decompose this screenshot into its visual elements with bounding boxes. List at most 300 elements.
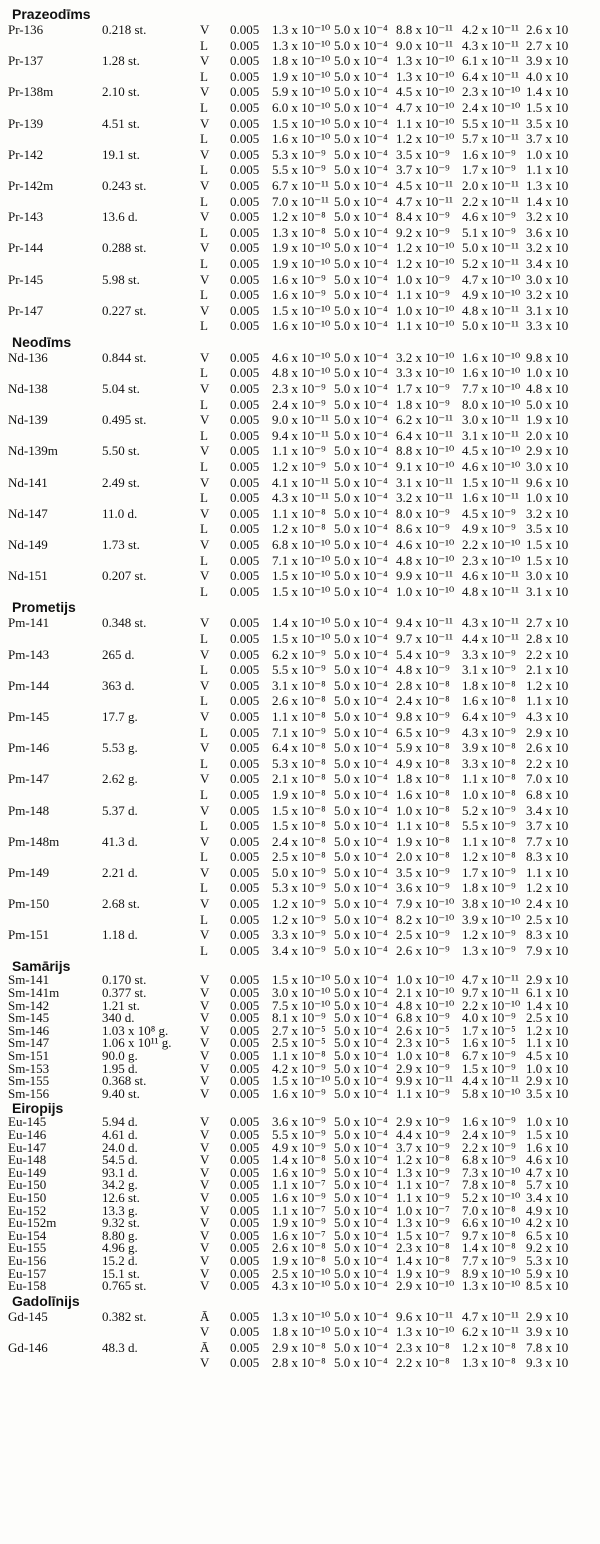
value-col-5: 3.1 x 10: [526, 302, 569, 318]
value-col-4: 2.2 x 10⁻⁹: [462, 1139, 516, 1155]
value-col-4: 9.7 x 10⁻⁸: [462, 1227, 516, 1243]
value-col-3: 1.1 x 10⁻⁹: [396, 1085, 450, 1101]
value-col-4: 1.0 x 10⁻⁸: [462, 786, 516, 802]
value-col-1: 1.2 x 10⁻⁹: [272, 896, 326, 912]
table-row: [4, 100, 600, 116]
isotope-entry: [4, 209, 600, 240]
absorption-class: V: [200, 1060, 210, 1076]
element-heading: Gadolīnijs: [12, 1292, 80, 1309]
f1-value: 0.005: [230, 615, 260, 631]
value-col-4: 1.2 x 10⁻⁸: [462, 849, 516, 865]
value-col-4: 4.6 x 10⁻¹¹: [462, 568, 519, 584]
table-row: [4, 178, 600, 194]
value-col-2: 5.0 x 10⁻⁴: [334, 427, 388, 443]
value-col-1: 5.5 x 10⁻⁹: [272, 1126, 326, 1142]
value-col-1: 1.2 x 10⁻⁸: [272, 209, 326, 225]
value-col-1: 6.0 x 10⁻¹⁰: [272, 99, 331, 115]
f1-value: 0.005: [230, 771, 260, 787]
value-col-3: 3.2 x 10⁻¹¹: [396, 490, 453, 506]
f1-value: 0.005: [230, 1278, 260, 1294]
value-col-3: 6.5 x 10⁻⁹: [396, 724, 450, 740]
isotope-name: Gd-146: [8, 1339, 48, 1355]
value-col-4: 1.6 x 10⁻⁸: [462, 693, 516, 709]
value-col-2: 5.0 x 10⁻⁴: [334, 771, 388, 787]
value-col-1: 5.5 x 10⁻⁹: [272, 162, 326, 178]
table-row: [4, 1340, 600, 1356]
isotope-name: Pr-143: [8, 209, 44, 225]
half-life: 0.243 st.: [102, 177, 147, 193]
f1-value: 0.005: [230, 68, 260, 84]
absorption-class: V: [200, 568, 210, 584]
isotope-name: Pr-137: [8, 53, 44, 69]
absorption-class: L: [200, 37, 208, 53]
table-row: [4, 194, 600, 210]
half-life: 2.68 st.: [102, 896, 140, 912]
table-row: [4, 397, 600, 413]
isotope-name: Pm-143: [8, 646, 50, 662]
table-row: [4, 506, 600, 522]
value-col-4: 5.0 x 10⁻¹¹: [462, 240, 519, 256]
value-col-1: 1.1 x 10⁻⁸: [272, 505, 326, 521]
value-col-2: 5.0 x 10⁻⁴: [334, 1189, 388, 1205]
value-col-3: 4.5 x 10⁻¹⁰: [396, 84, 455, 100]
table-row: [4, 381, 600, 397]
value-col-3: 1.3 x 10⁻¹⁰: [396, 68, 455, 84]
absorption-class: V: [200, 1035, 210, 1051]
value-col-3: 1.3 x 10⁻¹⁰: [396, 1324, 455, 1340]
value-col-4: 7.3 x 10⁻¹⁰: [462, 1164, 521, 1180]
absorption-class: V: [200, 240, 210, 256]
value-col-2: 5.0 x 10⁻⁴: [334, 1114, 388, 1130]
value-col-3: 3.7 x 10⁻⁹: [396, 1139, 450, 1155]
half-life: 13.3 g.: [102, 1202, 138, 1218]
absorption-class: V: [200, 1240, 210, 1256]
value-col-3: 1.1 x 10⁻⁹: [396, 287, 450, 303]
value-col-2: 5.0 x 10⁻⁴: [334, 443, 388, 459]
value-col-5: 1.1 x 10: [526, 1035, 569, 1051]
value-col-5: 1.0 x 10: [526, 490, 569, 506]
value-col-5: 2.9 x 10: [526, 1308, 569, 1324]
value-col-4: 8.9 x 10⁻¹⁰: [462, 1265, 521, 1281]
absorption-class: V: [200, 1152, 210, 1168]
value-col-3: 2.9 x 10⁻⁹: [396, 1060, 450, 1076]
value-col-1: 1.6 x 10⁻¹⁰: [272, 131, 331, 147]
value-col-2: 5.0 x 10⁻⁴: [334, 37, 388, 53]
absorption-class: V: [200, 997, 210, 1013]
f1-value: 0.005: [230, 53, 260, 69]
table-row: [4, 240, 600, 256]
value-col-4: 1.8 x 10⁻⁹: [462, 880, 516, 896]
value-col-1: 1.3 x 10⁻¹⁰: [272, 37, 331, 53]
isotope-name: Pm-146: [8, 740, 50, 756]
value-col-2: 5.0 x 10⁻⁴: [334, 1060, 388, 1076]
absorption-class: L: [200, 942, 208, 958]
isotope-entry: [4, 350, 600, 381]
value-col-2: 5.0 x 10⁻⁴: [334, 193, 388, 209]
value-col-2: 5.0 x 10⁻⁴: [334, 53, 388, 69]
value-col-3: 9.0 x 10⁻¹¹: [396, 37, 453, 53]
value-col-5: 3.4 x 10: [526, 802, 569, 818]
f1-value: 0.005: [230, 162, 260, 178]
value-col-1: 2.6 x 10⁻⁸: [272, 693, 326, 709]
value-col-1: 1.3 x 10⁻¹⁰: [272, 22, 331, 37]
table-row: [4, 709, 600, 725]
value-col-5: 2.5 x 10: [526, 1010, 569, 1026]
f1-value: 0.005: [230, 662, 260, 678]
absorption-class: V: [200, 1085, 210, 1101]
half-life: 340 d.: [102, 1010, 135, 1026]
half-life: 48.3 d.: [102, 1339, 138, 1355]
f1-value: 0.005: [230, 552, 260, 568]
value-col-4: 7.0 x 10⁻⁸: [462, 1202, 516, 1218]
value-col-5: 1.2 x 10: [526, 677, 569, 693]
value-col-3: 1.2 x 10⁻⁸: [396, 1152, 450, 1168]
value-col-1: 1.6 x 10⁻⁷: [272, 1227, 326, 1243]
isotope-name: Sm-156: [8, 1085, 50, 1101]
absorption-class: L: [200, 162, 208, 178]
value-col-1: 2.5 x 10⁻¹⁰: [272, 1265, 331, 1281]
absorption-class: L: [200, 849, 208, 865]
f1-value: 0.005: [230, 911, 260, 927]
value-col-3: 1.0 x 10⁻¹⁰: [396, 583, 455, 599]
f1-value: 0.005: [230, 209, 260, 225]
half-life: 17.7 g.: [102, 708, 138, 724]
absorption-class: L: [200, 318, 208, 334]
half-life: 2.10 st.: [102, 84, 140, 100]
value-col-1: 7.5 x 10⁻¹⁰: [272, 997, 331, 1013]
value-col-2: 5.0 x 10⁻⁴: [334, 1308, 388, 1324]
half-life: 0.377 st.: [102, 985, 147, 1001]
value-col-3: 1.1 x 10⁻⁸: [396, 818, 450, 834]
value-col-4: 2.3 x 10⁻¹⁰: [462, 552, 521, 568]
value-col-4: 3.3 x 10⁻⁸: [462, 755, 516, 771]
value-col-1: 1.1 x 10⁻⁷: [272, 1202, 326, 1218]
half-life: 0.218 st.: [102, 22, 147, 37]
value-col-2: 5.0 x 10⁻⁴: [334, 287, 388, 303]
table-row: [4, 318, 600, 334]
half-life: 0.765 st.: [102, 1278, 147, 1294]
value-col-5: 4.9 x 10: [526, 1202, 569, 1218]
value-col-5: 4.2 x 10: [526, 1215, 569, 1231]
value-col-5: 5.3 x 10: [526, 1252, 569, 1268]
value-col-5: 3.2 x 10: [526, 505, 569, 521]
f1-value: 0.005: [230, 724, 260, 740]
value-col-5: 4.7 x 10: [526, 1164, 569, 1180]
value-col-3: 4.8 x 10⁻⁹: [396, 662, 450, 678]
value-col-5: 1.4 x 10: [526, 997, 569, 1013]
value-col-5: 1.2 x 10: [526, 880, 569, 896]
value-col-1: 1.5 x 10⁻¹⁰: [272, 583, 331, 599]
table-row: [4, 162, 600, 178]
value-col-1: 2.4 x 10⁻⁹: [272, 396, 326, 412]
value-col-3: 4.6 x 10⁻¹⁰: [396, 537, 455, 552]
isotope-entry: [4, 865, 600, 896]
table-row: [4, 880, 600, 896]
value-col-5: 1.2 x 10: [526, 1022, 569, 1038]
value-col-1: 5.3 x 10⁻⁸: [272, 755, 326, 771]
f1-value: 0.005: [230, 22, 260, 37]
value-col-2: 5.0 x 10⁻⁴: [334, 84, 388, 100]
value-col-2: 5.0 x 10⁻⁴: [334, 1355, 388, 1371]
value-col-5: 1.3 x 10: [526, 177, 569, 193]
value-col-4: 6.2 x 10⁻¹¹: [462, 1324, 519, 1340]
value-col-4: 2.4 x 10⁻¹⁰: [462, 99, 521, 115]
half-life: 8.80 g.: [102, 1227, 138, 1243]
value-col-5: 3.0 x 10: [526, 271, 569, 287]
value-col-4: 1.7 x 10⁻⁹: [462, 162, 516, 178]
value-col-5: 3.4 x 10: [526, 1189, 569, 1205]
value-col-5: 3.2 x 10: [526, 240, 569, 256]
value-col-1: 6.4 x 10⁻⁸: [272, 740, 326, 756]
value-col-5: 1.5 x 10: [526, 537, 569, 552]
half-life: 19.1 st.: [102, 146, 140, 162]
isotope-entry: [4, 53, 600, 84]
table-row: [4, 1324, 600, 1340]
table-row: [4, 428, 600, 444]
value-col-1: 6.7 x 10⁻¹¹: [272, 177, 329, 193]
table-row: [4, 365, 600, 381]
f1-value: 0.005: [230, 1164, 260, 1180]
value-col-5: 8.5 x 10: [526, 1278, 569, 1294]
element-heading: Neodīms: [12, 333, 72, 350]
value-col-5: 3.5 x 10: [526, 521, 569, 537]
absorption-class: L: [200, 68, 208, 84]
absorption-class: V: [200, 1265, 210, 1281]
table-row: [4, 521, 600, 537]
value-col-5: 1.6 x 10: [526, 1139, 569, 1155]
value-col-3: 5.4 x 10⁻⁹: [396, 646, 450, 662]
value-col-3: 4.8 x 10⁻¹⁰: [396, 997, 455, 1013]
value-col-1: 3.0 x 10⁻¹⁰: [272, 985, 331, 1001]
half-life: 4.61 d.: [102, 1126, 138, 1142]
value-col-2: 5.0 x 10⁻⁴: [334, 818, 388, 834]
half-life: 0.288 st.: [102, 240, 147, 256]
value-col-4: 4.6 x 10⁻⁹: [462, 209, 516, 225]
value-col-5: 6.5 x 10: [526, 1227, 569, 1243]
isotope-entry: [4, 84, 600, 115]
value-col-3: 8.4 x 10⁻⁹: [396, 209, 450, 225]
half-life: 15.1 st.: [102, 1265, 140, 1281]
table-row: [4, 412, 600, 428]
isotope-name: Eu-158: [8, 1278, 47, 1294]
half-life: 5.98 st.: [102, 271, 140, 287]
table-row: [4, 147, 600, 163]
isotope-name: Eu-156: [8, 1252, 47, 1268]
absorption-class: V: [200, 1227, 210, 1243]
value-col-1: 3.3 x 10⁻⁹: [272, 927, 326, 943]
value-col-2: 5.0 x 10⁻⁴: [334, 786, 388, 802]
absorption-class: V: [200, 740, 210, 756]
absorption-class: V: [200, 84, 210, 100]
half-life: 1.28 st.: [102, 53, 140, 69]
f1-value: 0.005: [230, 1252, 260, 1268]
isotope-entry: [4, 147, 600, 178]
value-col-4: 2.0 x 10⁻¹¹: [462, 177, 519, 193]
absorption-class: L: [200, 911, 208, 927]
f1-value: 0.005: [230, 972, 260, 988]
element-heading: Prometijs: [12, 599, 76, 616]
value-col-5: 2.9 x 10: [526, 724, 569, 740]
value-col-3: 3.5 x 10⁻⁹: [396, 864, 450, 880]
value-col-5: 2.2 x 10: [526, 755, 569, 771]
value-col-1: 7.1 x 10⁻⁹: [272, 724, 326, 740]
value-col-3: 1.9 x 10⁻⁹: [396, 1265, 450, 1281]
half-life: 90.0 g.: [102, 1048, 138, 1063]
value-col-4: 4.3 x 10⁻⁹: [462, 724, 516, 740]
absorption-class: V: [200, 412, 210, 428]
absorption-class: V: [200, 1324, 210, 1340]
f1-value: 0.005: [230, 1189, 260, 1205]
value-col-5: 1.1 x 10: [526, 864, 569, 880]
value-col-1: 4.8 x 10⁻¹⁰: [272, 365, 331, 381]
value-col-3: 9.7 x 10⁻¹¹: [396, 630, 453, 646]
half-life: 1.21 st.: [102, 997, 140, 1013]
value-col-4: 9.7 x 10⁻¹¹: [462, 985, 519, 1001]
absorption-class: V: [200, 271, 210, 287]
isotope-name: Nd-139m: [8, 443, 58, 459]
table-row: [4, 849, 600, 865]
absorption-class: L: [200, 818, 208, 834]
f1-value: 0.005: [230, 224, 260, 240]
value-col-4: 1.7 x 10⁻⁹: [462, 864, 516, 880]
value-col-1: 1.6 x 10⁻¹⁰: [272, 318, 331, 334]
value-col-4: 7.7 x 10⁻¹⁰: [462, 381, 521, 397]
value-col-3: 3.1 x 10⁻¹¹: [396, 474, 453, 490]
value-col-3: 1.3 x 10⁻¹⁰: [396, 53, 455, 69]
isotope-entry: [4, 568, 600, 599]
value-col-5: 6.1 x 10: [526, 985, 569, 1001]
value-col-2: 5.0 x 10⁻⁴: [334, 490, 388, 506]
isotope-name: Sm-151: [8, 1048, 50, 1063]
value-col-1: 1.5 x 10⁻⁸: [272, 818, 326, 834]
value-col-1: 8.1 x 10⁻⁹: [272, 1010, 326, 1026]
value-col-2: 5.0 x 10⁻⁴: [334, 693, 388, 709]
half-life: 54.5 d.: [102, 1152, 138, 1168]
value-col-5: 3.5 x 10: [526, 115, 569, 131]
table-row: [4, 943, 600, 959]
half-life: 41.3 d.: [102, 833, 138, 849]
table-row: [4, 1085, 600, 1101]
absorption-class: V: [200, 53, 210, 69]
f1-value: 0.005: [230, 537, 260, 552]
value-col-2: 5.0 x 10⁻⁴: [334, 302, 388, 318]
isotope-name: Pr-147: [8, 302, 44, 318]
value-col-4: 5.1 x 10⁻⁹: [462, 224, 516, 240]
element-heading: Samārijs: [12, 958, 71, 975]
f1-value: 0.005: [230, 864, 260, 880]
value-col-4: 5.5 x 10⁻⁹: [462, 818, 516, 834]
absorption-class: Ā: [200, 1308, 210, 1324]
value-col-1: 1.2 x 10⁻⁹: [272, 459, 326, 475]
value-col-2: 5.0 x 10⁻⁴: [334, 240, 388, 256]
value-col-2: 5.0 x 10⁻⁴: [334, 1035, 388, 1051]
value-col-4: 1.3 x 10⁻¹⁰: [462, 1278, 521, 1294]
table-row: [4, 1309, 600, 1325]
absorption-class: V: [200, 1164, 210, 1180]
table-row: [4, 459, 600, 475]
value-col-5: 9.3 x 10: [526, 1355, 569, 1371]
isotope-entry: [4, 303, 600, 334]
value-col-4: 4.9 x 10⁻¹⁰: [462, 287, 521, 303]
f1-value: 0.005: [230, 177, 260, 193]
value-col-2: 5.0 x 10⁻⁴: [334, 630, 388, 646]
value-col-2: 5.0 x 10⁻⁴: [334, 708, 388, 724]
table-row: [4, 350, 600, 366]
value-col-3: 4.7 x 10⁻¹⁰: [396, 99, 455, 115]
table-row: [4, 678, 600, 694]
value-col-3: 3.7 x 10⁻⁹: [396, 162, 450, 178]
value-col-4: 6.6 x 10⁻¹⁰: [462, 1215, 521, 1231]
isotope-entry: [4, 475, 600, 506]
absorption-class: V: [200, 1252, 210, 1268]
value-col-4: 6.4 x 10⁻⁹: [462, 708, 516, 724]
absorption-class: V: [200, 1278, 210, 1294]
isotope-name: Eu-150: [8, 1177, 47, 1193]
value-col-2: 5.0 x 10⁻⁴: [334, 115, 388, 131]
value-col-2: 5.0 x 10⁻⁴: [334, 1339, 388, 1355]
absorption-class: V: [200, 505, 210, 521]
table-row: [4, 53, 600, 69]
absorption-class: V: [200, 1189, 210, 1205]
f1-value: 0.005: [230, 255, 260, 271]
isotope-name: Eu-157: [8, 1265, 47, 1281]
value-col-4: 4.4 x 10⁻¹¹: [462, 630, 519, 646]
half-life: 34.2 g.: [102, 1177, 138, 1193]
value-col-2: 5.0 x 10⁻⁴: [334, 1252, 388, 1268]
value-col-1: 2.8 x 10⁻⁸: [272, 1355, 326, 1371]
value-col-3: 3.3 x 10⁻¹⁰: [396, 365, 455, 381]
f1-value: 0.005: [230, 474, 260, 490]
value-col-3: 1.1 x 10⁻⁹: [396, 1189, 450, 1205]
value-col-4: 4.5 x 10⁻¹⁰: [462, 443, 521, 459]
value-col-1: 1.9 x 10⁻⁸: [272, 1252, 326, 1268]
value-col-4: 4.3 x 10⁻¹¹: [462, 615, 519, 631]
table-row: [4, 1280, 600, 1293]
f1-value: 0.005: [230, 1073, 260, 1089]
value-col-3: 2.6 x 10⁻⁵: [396, 1022, 450, 1038]
value-col-1: 1.8 x 10⁻¹⁰: [272, 53, 331, 69]
absorption-class: V: [200, 1202, 210, 1218]
value-col-1: 5.3 x 10⁻⁹: [272, 146, 326, 162]
table-row: [4, 131, 600, 147]
value-col-1: 9.0 x 10⁻¹¹: [272, 412, 329, 428]
half-life: 5.53 g.: [102, 740, 138, 756]
value-col-1: 1.4 x 10⁻¹⁰: [272, 615, 331, 631]
value-col-4: 5.2 x 10⁻¹⁰: [462, 1189, 521, 1205]
value-col-4: 4.6 x 10⁻¹⁰: [462, 459, 521, 475]
value-col-3: 2.0 x 10⁻⁸: [396, 849, 450, 865]
isotope-entry: [4, 1085, 600, 1101]
isotope-name: Nd-147: [8, 505, 48, 521]
isotope-name: Sm-141m: [8, 985, 60, 1001]
table-row: [4, 84, 600, 100]
half-life: 9.40 st.: [102, 1085, 140, 1101]
value-col-3: 2.6 x 10⁻⁹: [396, 942, 450, 958]
value-col-2: 5.0 x 10⁻⁴: [334, 396, 388, 412]
value-col-2: 5.0 x 10⁻⁴: [334, 833, 388, 849]
value-col-4: 4.8 x 10⁻¹¹: [462, 302, 519, 318]
f1-value: 0.005: [230, 240, 260, 256]
value-col-3: 1.1 x 10⁻¹⁰: [396, 115, 455, 131]
isotope-table: [4, 6, 600, 1371]
value-col-4: 1.2 x 10⁻⁸: [462, 1339, 516, 1355]
element-heading: Prazeodīms: [12, 6, 91, 22]
isotope-name: Eu-150: [8, 1189, 47, 1205]
value-col-3: 1.8 x 10⁻⁹: [396, 396, 450, 412]
table-row: [4, 225, 600, 241]
value-col-5: 2.6 x 10: [526, 22, 569, 37]
absorption-class: V: [200, 1022, 210, 1038]
